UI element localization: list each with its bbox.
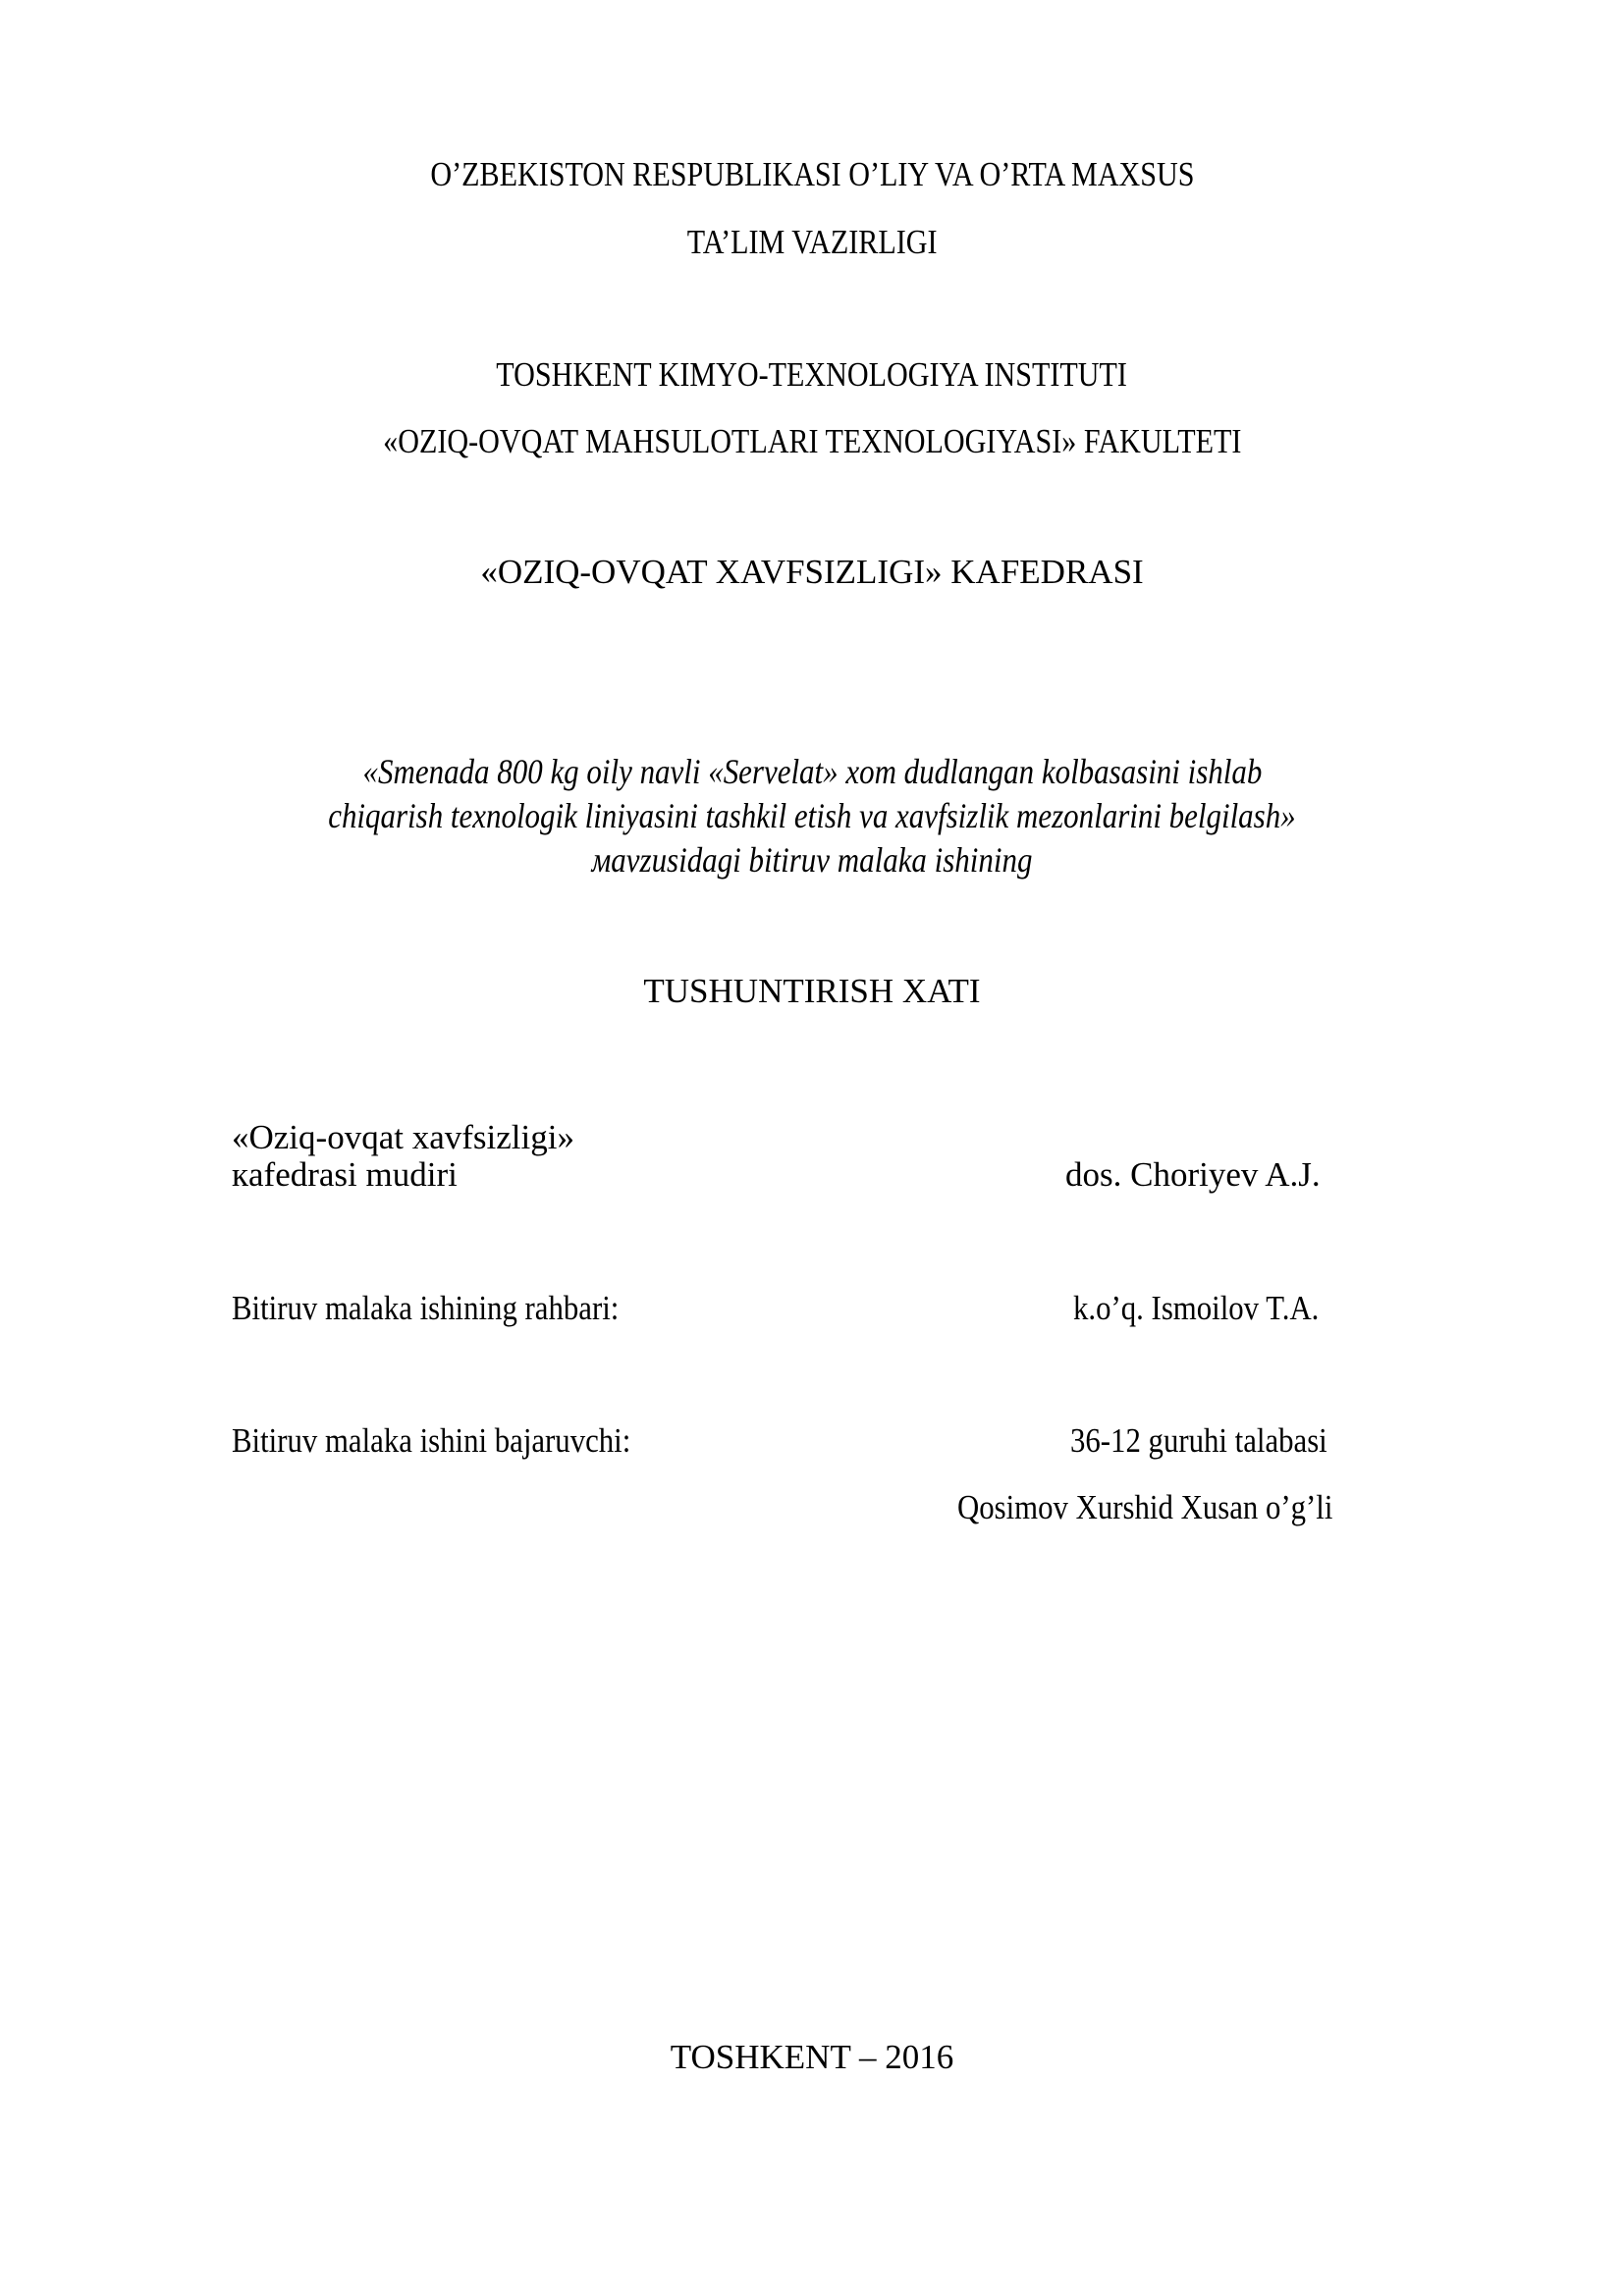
document-title-text: TUSHUNTIRISH XATI	[643, 972, 981, 1010]
ministry-line-2	[0, 223, 1624, 262]
thesis-topic-line-3: мavzusidagi bitiruv malaka ishining	[591, 840, 1033, 880]
author-name: Qosimov Xurshid Xusan o’g’li	[957, 1488, 1333, 1526]
institute-name-text: TOSHKENT KIMYO-TEXNOLOGIYA INSTITUTI	[496, 355, 1128, 394]
supervisor-name: k.o’q. Ismoilov T.A.	[1073, 1289, 1320, 1327]
institute-name	[0, 355, 1624, 395]
thesis-topic-line-1: «Smenada 800 kg oily navli «Servelat» xom dudlangan kolbasasini ishlab	[362, 752, 1262, 791]
document-title	[0, 972, 1624, 1011]
faculty-name	[0, 422, 1624, 461]
author-label: Bitiruv malaka ishini bajaruvchi:	[232, 1421, 631, 1460]
city-year-text: TOSHKENT – 2016	[670, 2038, 954, 2076]
faculty-name-text: «OZIQ-OVQAT MAHSULOTLARI TEXNOLOGIYASI» FAKULTETI	[382, 422, 1242, 460]
author-group: 36-12 guruhi talabasi	[1070, 1421, 1327, 1460]
head-of-department-label-line-1: «Oziq-ovqat xavfsizligi»	[232, 1118, 574, 1156]
city-year	[0, 2038, 1624, 2077]
ministry-line-1-text: O’ZBEKISTON RESPUBLIKASI O’LIY VA O’RTA MAXSUS	[429, 155, 1195, 193]
head-of-department-label-line-2: кafedrasi mudiri	[232, 1155, 458, 1194]
ministry-line-1	[0, 155, 1624, 194]
ministry-line-2-text: TA’LIM VAZIRLIGI	[686, 223, 938, 261]
department-name	[0, 553, 1624, 592]
supervisor-label: Bitiruv malaka ishining rahbari:	[232, 1289, 620, 1327]
head-of-department-label	[232, 1119, 574, 1194]
department-name-text: «OZIQ-OVQAT XAVFSIZLIGI» KAFEDRASI	[480, 553, 1144, 591]
head-of-department-name: dos. Choriyev A.J.	[1065, 1155, 1321, 1194]
thesis-topic-line-2: chiqarish texnologik liniyasini tashkil etish va xavfsizlik mezonlarini belgilash»	[328, 796, 1296, 835]
thesis-topic	[0, 750, 1624, 882]
